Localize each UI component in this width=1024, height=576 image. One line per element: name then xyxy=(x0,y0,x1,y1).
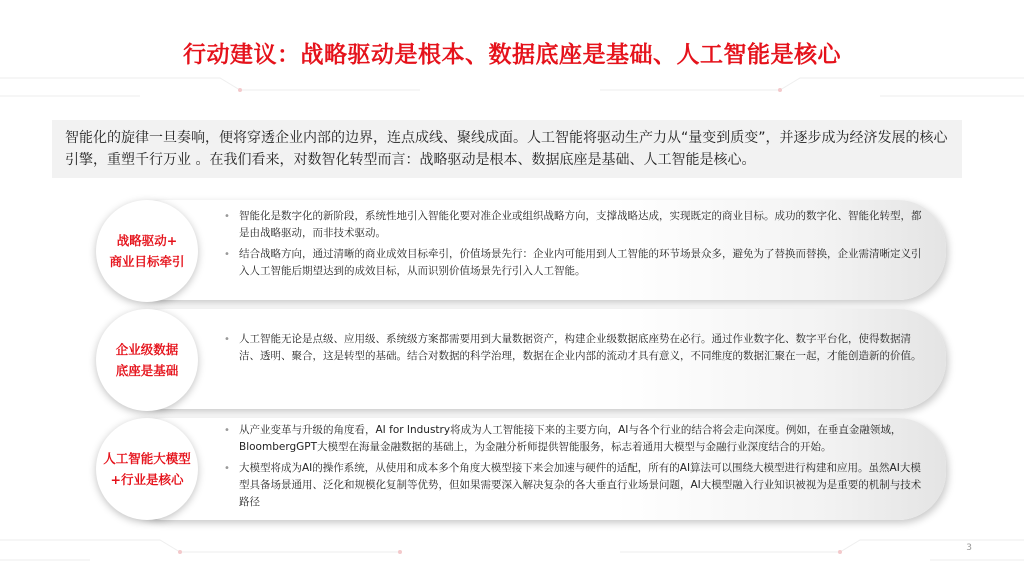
data-foundation-row xyxy=(96,309,946,411)
row-bullets xyxy=(224,208,924,284)
row-label: 企业级数据 底座是基础 xyxy=(115,342,179,378)
row-label-circle xyxy=(96,200,198,302)
intro-paragraph: 智能化的旋律一旦奏响，便将穿透企业内部的边界，连点成线、聚线成面。人工智能将驱动生产力从“量变到质变”，并逐步成为经济发展的核心引擎，重塑千行万业 。在我们看来，对数智化转型而言：战略驱动是根本、数据底座是基础、人工智能是核心。 xyxy=(52,120,962,178)
row-label-circle xyxy=(96,309,198,411)
bullet-item: • 智能化是数字化的新阶段，系统性地引入智能化要对准企业或组织战略方向，支撑战略达成，实现既定的商业目标。成功的数字化、智能化转型，都是由战略驱动，而非技术驱动。 xyxy=(224,208,924,242)
bullet-item: • 结合战略方向，通过清晰的商业成效目标牵引，价值场景先行：企业内可能用到人工智能的环节场景众多，避免为了替换而替换，企业需清晰定义引入人工智能后期望达到的成效目标，从而识别价值场景先行引入人工智能。 xyxy=(224,246,924,280)
page-number: 3 xyxy=(966,543,972,553)
ai-model-row xyxy=(96,418,946,522)
strategy-row xyxy=(96,200,946,302)
row-bullets xyxy=(224,331,924,369)
page-title: 行动建议：战略驱动是根本、数据底座是基础、人工智能是核心 xyxy=(183,42,841,68)
row-bullets xyxy=(224,422,924,515)
bullet-item: • 大模型将成为AI的操作系统，从使用和成本多个角度大模型接下来会加速与硬件的适配，所有的AI算法可以围绕大模型进行构建和应用。虽然AI大模型具备场景通用、泛化和规模化复制等优势，但如果需要深入解决复杂的各大垂直行业场景问题，AI大模型融入行业知识被视为是重要的机制与技术路径 xyxy=(224,460,924,511)
row-label: 战略驱动+ 商业目标牵引 xyxy=(109,233,185,269)
bullet-item: • 人工智能无论是点级、应用级、系统级方案都需要用到大量数据资产，构建企业级数据底座势在必行。通过作业数字化、数字平台化，使得数据清洁、透明、聚合，这是转型的基础。结合对数据的科学治理，数据在企业内部的流动才具有意义，不同维度的数据汇聚在一起，才能创造新的价值。 xyxy=(224,331,924,365)
row-label-circle xyxy=(96,418,198,520)
bullet-item: • 从产业变革与升级的角度看，AI for Industry将成为人工智能接下来的主要方向，AI与各个行业的结合将会走向深度。例如，在垂直金融领域，BloombergGPT大模型在海量金融数据的基础上，为金融分析师提供智能服务，标志着通用大模型与金融行业深度结合的开始。 xyxy=(224,422,924,456)
row-label: 人工智能大模型 +行业是核心 xyxy=(103,451,191,487)
